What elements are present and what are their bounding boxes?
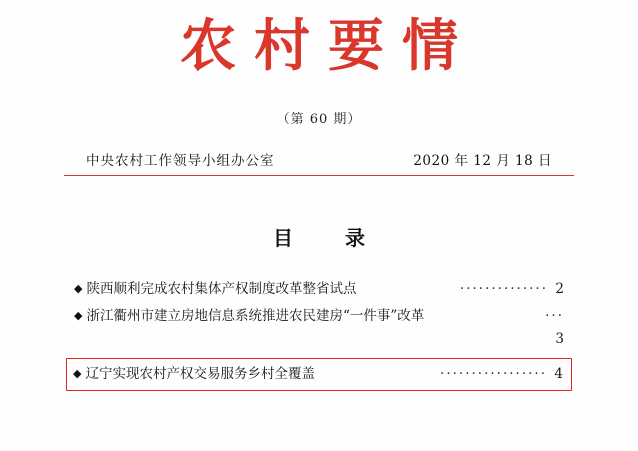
toc-entry-1[interactable]	[74, 279, 564, 300]
header-divider	[0, 175, 638, 176]
divider-line	[64, 175, 574, 176]
publication-date: 2020 年 12 月 18 日	[413, 153, 552, 170]
toc-page-number: 3	[555, 331, 564, 348]
toc-leader-dots: ··············	[459, 281, 548, 298]
masthead	[0, 0, 638, 78]
toc-entry-line-2	[74, 329, 564, 350]
toc-leader-dots: ·················	[440, 366, 547, 383]
issuing-office: 中央农村工作领导小组办公室	[86, 153, 275, 170]
byline-row	[0, 149, 638, 169]
toc-page-number: 4	[554, 366, 563, 383]
toc-leader-dots: ···	[545, 308, 564, 325]
toc-entry-title: 陕西顺利完成农村集体产权制度改革整省试点	[86, 281, 357, 298]
issue-number: （第 60 期）	[276, 112, 362, 128]
toc-entry-line-1	[74, 306, 564, 327]
table-of-contents	[0, 279, 638, 391]
toc-entry-title: 辽宁实现农村产权交易服务乡村全覆盖	[85, 366, 315, 383]
toc-entry-inner	[73, 364, 563, 385]
toc-entry-3-highlighted[interactable]	[66, 358, 572, 391]
diamond-bullet-icon: ◆	[74, 309, 83, 323]
toc-entry-2[interactable]	[74, 306, 564, 350]
diamond-bullet-icon: ◆	[73, 367, 82, 381]
toc-entry-title: 浙江衢州市建立房地信息系统推进农民建房“一件事”改革	[86, 308, 425, 325]
table-of-contents-heading: 目 录	[273, 226, 381, 251]
publication-title: 农村要情	[180, 13, 476, 79]
toc-page-number: 2	[555, 281, 564, 298]
diamond-bullet-icon: ◆	[74, 282, 83, 296]
